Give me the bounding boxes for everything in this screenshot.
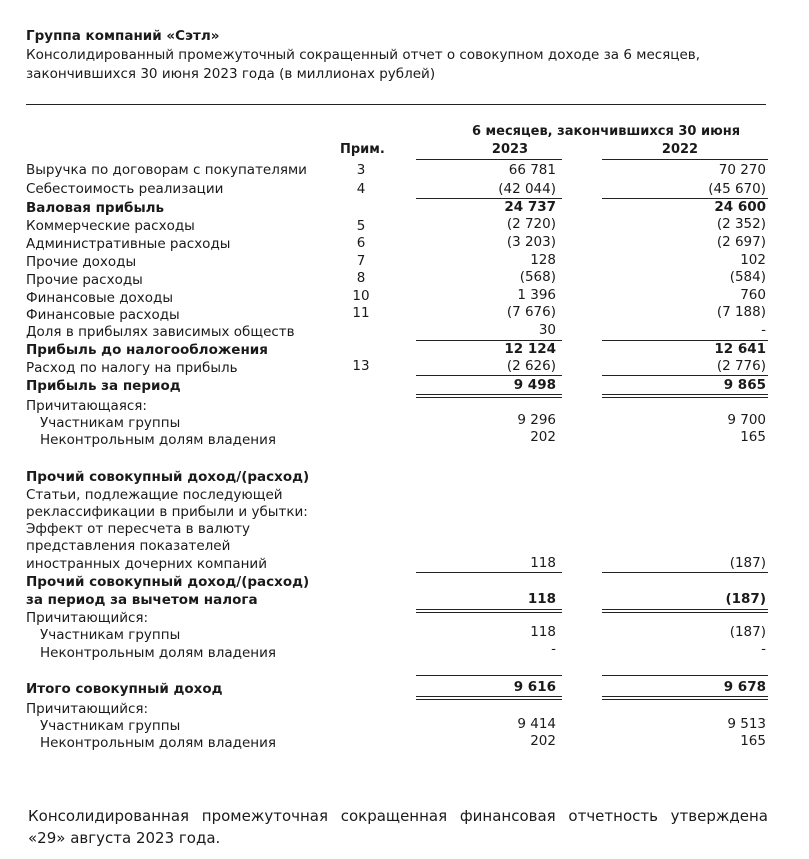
- row-label: Причитающийся:: [26, 701, 149, 717]
- period-header: 6 месяцев, закончившихся 30 июня: [471, 124, 741, 139]
- row-label: Причитающаяся:: [26, 398, 147, 414]
- row-value-2023: (2 720): [506, 216, 556, 232]
- total-double-line-2023: [416, 397, 562, 398]
- row-note: 13: [352, 358, 370, 374]
- row-label: Валовая прибыль: [26, 200, 165, 216]
- report-title-line2: закончившихся 30 июня 2023 года (в миллионах рублей): [26, 66, 436, 82]
- row-value-2022: 165: [740, 733, 766, 749]
- row-label: иностранных дочерних компаний: [26, 556, 267, 572]
- approval-line-1: Консолидированная промежуточная сокращенная финансовая отчетность утверждена: [28, 807, 768, 825]
- year-2023-header: 2023: [491, 142, 529, 157]
- row-value-2022: (2 776): [716, 358, 766, 374]
- row-note: 8: [356, 270, 366, 286]
- row-label: Прибыль за период: [26, 378, 181, 394]
- row-value-2022: 9 678: [723, 679, 766, 695]
- row-label: Прочие доходы: [26, 254, 137, 270]
- row-label: Расход по налогу на прибыль: [26, 360, 238, 376]
- row-value-2023: (2 626): [506, 358, 556, 374]
- row-label: Участникам группы: [40, 627, 181, 643]
- row-label: Причитающийся:: [26, 610, 149, 626]
- subtotal-line-2022: [602, 375, 768, 376]
- row-value-2023: 9 414: [517, 716, 556, 732]
- row-value-2022: (2 352): [716, 216, 766, 232]
- row-label: Прочий совокупный доход/(расход): [26, 574, 310, 590]
- row-value-2022: 9 513: [727, 716, 766, 732]
- row-value-2023: 202: [530, 429, 556, 445]
- total-double-line-2022: [602, 609, 768, 610]
- total-double-line-2023: [416, 699, 562, 700]
- header-underline-2022: [602, 159, 768, 160]
- row-value-2022: 9 700: [727, 412, 766, 428]
- row-label: Неконтрольным долям владения: [40, 432, 276, 448]
- row-value-2022: 102: [740, 252, 766, 268]
- row-label: Неконтрольным долям владения: [40, 735, 276, 751]
- total-double-line-2023: [416, 696, 562, 697]
- row-value-2022: 70 270: [718, 162, 766, 178]
- report-title-line1: Консолидированный промежуточный сокращенный отчет о совокупном доходе за 6 месяцев,: [26, 47, 701, 63]
- row-note: 11: [352, 305, 370, 321]
- row-value-2023: 24 737: [504, 199, 556, 215]
- row-label: Итого совокупный доход: [26, 681, 223, 697]
- row-value-2023: 118: [530, 624, 556, 640]
- row-value-2023: 9 616: [513, 679, 556, 695]
- total-double-line-2022: [602, 394, 768, 395]
- row-value-2022: 12 641: [714, 341, 766, 357]
- row-value-2023: 1 396: [517, 287, 556, 303]
- row-value-2023: (568): [519, 269, 556, 285]
- row-label: Доля в прибылях зависимых обществ: [26, 324, 295, 340]
- row-value-2022: (584): [729, 269, 766, 285]
- total-double-line-2022: [602, 696, 768, 697]
- row-label: за период за вычетом налога: [26, 592, 258, 608]
- row-label: Финансовые расходы: [26, 307, 180, 323]
- company-name: Группа компаний «Сэтл»: [26, 28, 220, 44]
- row-label: представления показателей: [26, 538, 231, 554]
- row-label: Участникам группы: [40, 718, 181, 734]
- approval-note: [28, 805, 768, 849]
- row-note: 3: [356, 162, 366, 178]
- approval-line-2: «29» августа 2023 года.: [28, 829, 221, 847]
- row-value-2023: 128: [530, 252, 556, 268]
- row-label: Прочий совокупный доход/(расход): [26, 469, 310, 485]
- row-value-2022: (187): [725, 591, 766, 607]
- row-value-2022: 165: [740, 429, 766, 445]
- row-label: Финансовые доходы: [26, 290, 174, 306]
- row-note: 10: [352, 288, 370, 304]
- grand-total-top-line-2023: [416, 675, 562, 676]
- row-value-2023: 66 781: [508, 162, 556, 178]
- row-label: Неконтрольным долям владения: [40, 645, 276, 661]
- row-value-2022: 9 865: [723, 377, 766, 393]
- row-label: Участникам группы: [40, 415, 181, 431]
- row-value-2023: 202: [530, 733, 556, 749]
- row-value-2022: (2 697): [716, 234, 766, 250]
- row-value-2023: 118: [530, 555, 556, 571]
- row-value-2022: (45 670): [708, 181, 766, 197]
- row-value-2023: (42 044): [498, 181, 556, 197]
- row-value-2023: (7 676): [506, 304, 556, 320]
- row-value-2023: -: [551, 641, 556, 657]
- row-value-2022: 24 600: [714, 199, 766, 215]
- grand-total-top-line-2022: [602, 675, 768, 676]
- row-value-2023: 12 124: [504, 341, 556, 357]
- header-rule: [26, 104, 766, 105]
- row-note: 4: [356, 181, 366, 197]
- row-label: Себестоимость реализации: [26, 181, 224, 197]
- total-double-line-2022: [602, 397, 768, 398]
- row-value-2022: -: [761, 641, 766, 657]
- row-label: Коммерческие расходы: [26, 218, 195, 234]
- total-double-line-2022: [602, 699, 768, 700]
- row-value-2023: 9 498: [513, 377, 556, 393]
- row-label: Прочие расходы: [26, 272, 143, 288]
- row-value-2022: (187): [729, 555, 766, 571]
- header-underline-2023: [416, 159, 562, 160]
- row-note: 7: [356, 253, 366, 269]
- row-label: Эффект от пересчета в валюту: [26, 521, 251, 537]
- note-column-header: Прим.: [340, 142, 385, 157]
- row-label: Прибыль до налогообложения: [26, 342, 268, 358]
- row-value-2023: 118: [527, 591, 556, 607]
- subtotal-line-2023: [416, 375, 562, 376]
- total-double-line-2023: [416, 609, 562, 610]
- row-value-2022: 760: [740, 287, 766, 303]
- row-value-2022: -: [761, 322, 766, 338]
- subtotal-line-2022: [602, 572, 768, 573]
- subtotal-line-2023: [416, 572, 562, 573]
- row-label: Административные расходы: [26, 236, 231, 252]
- row-label: Статьи, подлежащие последующей: [26, 487, 283, 503]
- row-label: Выручка по договорам с покупателями: [26, 162, 307, 178]
- row-value-2023: 30: [538, 322, 556, 338]
- row-note: 6: [356, 235, 366, 251]
- row-note: 5: [356, 218, 366, 234]
- row-value-2023: (3 203): [506, 234, 556, 250]
- row-label: реклассификации в прибыли и убытки:: [26, 504, 308, 520]
- row-value-2022: (187): [729, 624, 766, 640]
- year-2022-header: 2022: [661, 142, 699, 157]
- total-double-line-2023: [416, 394, 562, 395]
- row-value-2023: 9 296: [517, 412, 556, 428]
- total-double-line-2023: [416, 612, 562, 613]
- total-double-line-2022: [602, 612, 768, 613]
- row-value-2022: (7 188): [716, 304, 766, 320]
